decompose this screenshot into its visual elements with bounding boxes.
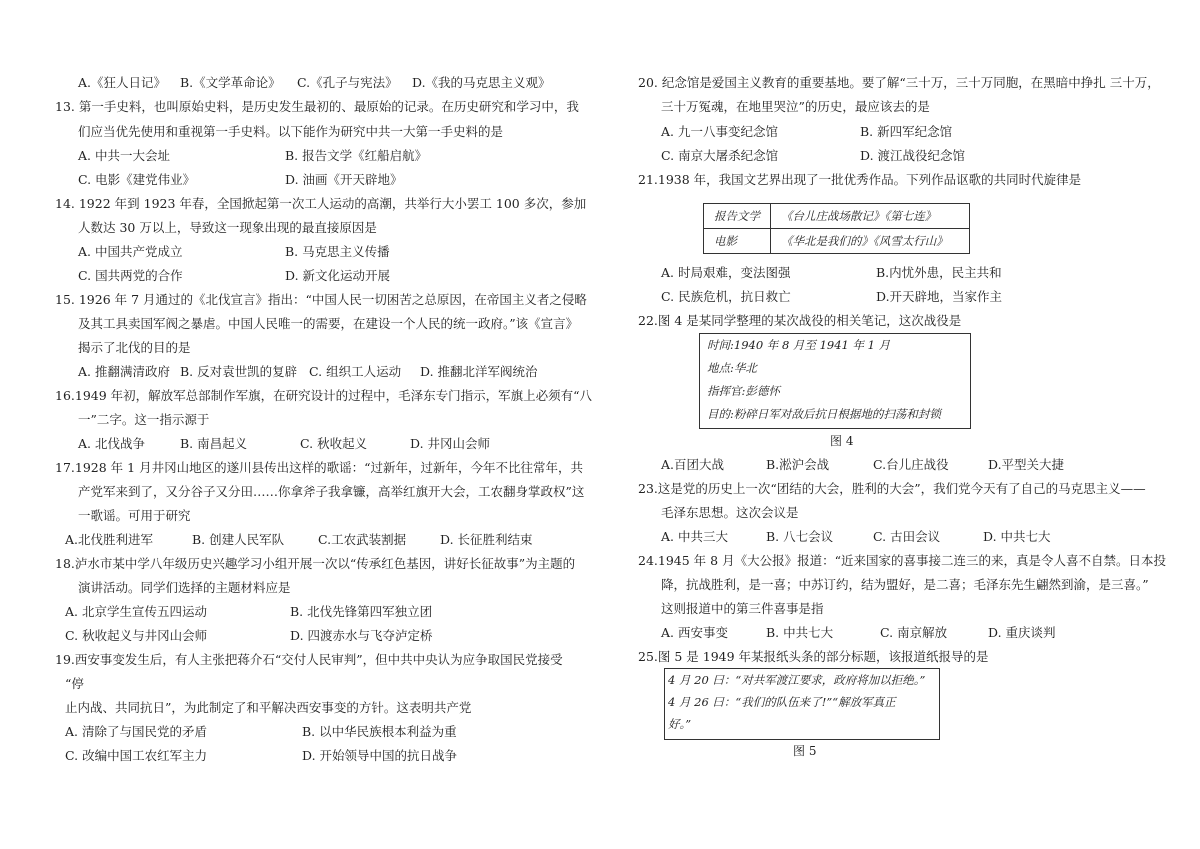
q19-stem: “停: [65, 676, 84, 691]
q20-stem: 20. 纪念馆是爱国主义教育的重要基地。要了解“三十万，三十万同胞，在黑暗中挣扎 三十万，: [638, 75, 1160, 90]
q21-option-a: A. 时局艰难，变法图强: [661, 265, 791, 280]
figure-4-note-line: 地点:华北: [707, 361, 757, 375]
table-cell: 《华北是我们的》《风雪太行山》: [771, 229, 970, 254]
q19-stem: 19.西安事变发生后，有人主张把蒋介石“交付人民审判”，但中共中央认为应争取国民党接受: [55, 652, 563, 667]
q21-works-table: [703, 203, 970, 254]
q19-stem: 止内战、共同抗日”，为此制定了和平解决西安事变的方针。这表明共产党: [65, 700, 472, 715]
q13-option-b: B. 报告文学《红船启航》: [285, 148, 428, 163]
figure-5-caption: 图 5: [793, 744, 817, 758]
q16-option-d: D. 井冈山会师: [410, 436, 491, 451]
q18-option-d: D. 四渡赤水与飞夺泸定桥: [290, 628, 433, 643]
q17-option-a: A.北伐胜利进军: [65, 532, 154, 547]
q24-option-a: A. 西安事变: [661, 625, 728, 640]
q13-stem: 13. 第一手史料，也叫原始史料，是历史发生最初的、最原始的记录。在历史研究和学习中，我: [55, 99, 579, 114]
q13-option-d: D. 油画《开天辟地》: [285, 172, 403, 187]
q15-option-b: B. 反对袁世凯的复辟: [180, 364, 298, 379]
q21-option-d: D.开天辟地，当家作主: [876, 289, 1003, 304]
q16-option-b: B. 南昌起义: [180, 436, 248, 451]
q12-option-a: A.《狂人日记》: [78, 75, 167, 90]
q19-option-d: D. 开始领导中国的抗日战争: [302, 748, 458, 763]
q15-stem: 及其工具卖国军阀之暴虐。中国人民唯一的需要，在建设一个人民的统一政府。”该《宣言》: [78, 316, 579, 331]
q22-option-d: D.平型关大捷: [988, 457, 1065, 472]
q19-option-a: A. 清除了与国民党的矛盾: [65, 724, 207, 739]
q14-option-a: A. 中国共产党成立: [78, 244, 183, 259]
q17-option-d: D. 长征胜利结束: [440, 532, 533, 547]
figure-5-headline-line: 4 月 20 曰：“对共军渡江要求，政府将加以拒绝。”: [668, 673, 926, 687]
q24-stem: 24.1945 年 8 月《大公报》报道：“近来国家的喜事接二连三的来，真是令人喜不自禁。日本投: [638, 553, 1166, 568]
figure-5-headline-line: 好。”: [668, 717, 692, 731]
q17-option-b: B. 创建人民军队: [192, 532, 285, 547]
q17-stem: 一歌谣。可用于研究: [78, 508, 191, 523]
q22-stem: 22.图 4 是某同学整理的某次战役的相关笔记，这次战役是: [638, 313, 962, 328]
q17-option-c: C.工农武装割据: [318, 532, 407, 547]
figure-4-caption: 图 4: [830, 434, 854, 448]
q14-stem: 人数达 30 万以上，导致这一现象出现的最直接原因是: [78, 220, 377, 235]
q24-option-b: B. 中共七大: [766, 625, 834, 640]
q23-stem: 23.这是党的历史上一次“团结的大会，胜利的大会”，我们党今天有了自己的马克思主义——: [638, 481, 1146, 496]
figure-4-note-line: 目的:粉碎日军对敌后抗日根据地的扫荡和封锁: [707, 407, 941, 421]
q19-option-c: C. 改编中国工农红军主力: [65, 748, 208, 763]
q23-option-d: D. 中共七大: [983, 529, 1051, 544]
q23-stem: 毛泽东思想。这次会议是: [661, 505, 799, 520]
q20-option-a: A. 九一八事变纪念馆: [661, 124, 778, 139]
q21-option-b: B.内忧外患，民主共和: [876, 265, 1002, 280]
q20-option-d: D. 渡江战役纪念馆: [860, 148, 966, 163]
q14-option-c: C. 国共两党的合作: [78, 268, 183, 283]
q17-stem: 17.1928 年 1 月井冈山地区的遂川县传出这样的歌谣：“过新年，过新年，今年不比往常年，共: [55, 460, 583, 475]
q20-option-c: C. 南京大屠杀纪念馆: [661, 148, 779, 163]
q16-option-a: A. 北伐战争: [78, 436, 145, 451]
q15-option-d: D. 推翻北洋军阀统治: [420, 364, 538, 379]
q24-option-c: C. 南京解放: [880, 625, 948, 640]
q24-stem: 这则报道中的第三件喜事是指: [661, 601, 824, 616]
q12-option-d: D.《我的马克思主义观》: [412, 75, 551, 90]
q23-option-c: C. 古田会议: [873, 529, 941, 544]
q18-option-b: B. 北伐先锋第四军独立团: [290, 604, 433, 619]
q21-stem: 21.1938 年，我国文艺界出现了一批优秀作品。下列作品讴歌的共同时代旋律是: [638, 172, 1082, 187]
q18-option-a: A. 北京学生宣传五四运动: [65, 604, 207, 619]
q23-option-b: B. 八七会议: [766, 529, 834, 544]
figure-4-note-line: 时间:1940 年 8 月至 1941 年 1 月: [707, 338, 891, 352]
q22-option-b: B.淞沪会战: [766, 457, 830, 472]
table-cell: 报告文学: [704, 204, 771, 229]
q19-option-b: B. 以中华民族根本利益为重: [302, 724, 457, 739]
table-cell: 电影: [704, 229, 771, 254]
q15-stem: 15. 1926 年 7 月通过的《北伐宣言》指出：“中国人民一切困苦之总原因，在帝国主义者之侵略: [55, 292, 587, 307]
q18-stem: 18.泸水市某中学八年级历史兴趣学习小组开展一次以“传承红色基因，讲好长征故事”为主题的: [55, 556, 576, 571]
q20-stem: 三十万冤魂，在地里哭泣”的历史，最应该去的是: [661, 99, 930, 114]
q14-stem: 14. 1922 年到 1923 年春，全国掀起第一次工人运动的高潮，共举行大小罢工 100 多次，参加: [55, 196, 587, 211]
q20-option-b: B. 新四军纪念馆: [860, 124, 953, 139]
table-cell: 《台儿庄战场散记》《第七连》: [771, 204, 970, 229]
q22-option-a: A.百团大战: [661, 457, 725, 472]
figure-4-note-line: 指挥官:彭德怀: [707, 384, 780, 398]
q16-stem: 16.1949 年初，解放军总部制作军旗，在研究设计的过程中，毛泽东专门指示，军旗上必须有“八: [55, 388, 593, 403]
q18-option-c: C. 秋收起义与井冈山会师: [65, 628, 208, 643]
q25-stem: 25.图 5 是 1949 年某报纸头条的部分标题，该报道纸报导的是: [638, 649, 989, 664]
figure-5-headline-line: 4 月 26 曰：“我们的队伍来了!”“解放军真正: [668, 695, 896, 709]
q13-option-a: A. 中共一大会址: [78, 148, 170, 163]
q15-option-a: A. 推翻满清政府: [78, 364, 170, 379]
q13-stem: 们应当优先使用和重视第一手史料。以下能作为研究中共一大第一手史料的是: [78, 124, 504, 139]
q16-option-c: C. 秋收起义: [300, 436, 368, 451]
q22-option-c: C.台儿庄战役: [873, 457, 949, 472]
q23-option-a: A. 中共三大: [661, 529, 728, 544]
q15-stem: 揭示了北伐的目的是: [78, 340, 191, 355]
q18-stem: 演讲活动。同学们选择的主题材料应是: [78, 580, 291, 595]
q24-option-d: D. 重庆谈判: [988, 625, 1056, 640]
q14-option-d: D. 新文化运动开展: [285, 268, 391, 283]
q15-option-c: C. 组织工人运动: [309, 364, 402, 379]
q12-option-c: C.《孔子与宪法》: [297, 75, 398, 90]
q24-stem: 降，抗战胜利，是一喜；中苏订约，结为盟好，是二喜；毛泽东先生翩然到渝，是三喜。”: [661, 577, 1149, 592]
q12-option-b: B.《文学革命论》: [180, 75, 281, 90]
q21-option-c: C. 民族危机，抗日救亡: [661, 289, 791, 304]
q13-option-c: C. 电影《建党伟业》: [78, 172, 196, 187]
q14-option-b: B. 马克思主义传播: [285, 244, 390, 259]
q16-stem: 一”二字。这一指示源于: [78, 412, 210, 427]
q17-stem: 产党军来到了，又分谷子又分田……你拿斧子我拿镰，高举红旗开大会，工农翻身掌政权”这: [78, 484, 585, 499]
